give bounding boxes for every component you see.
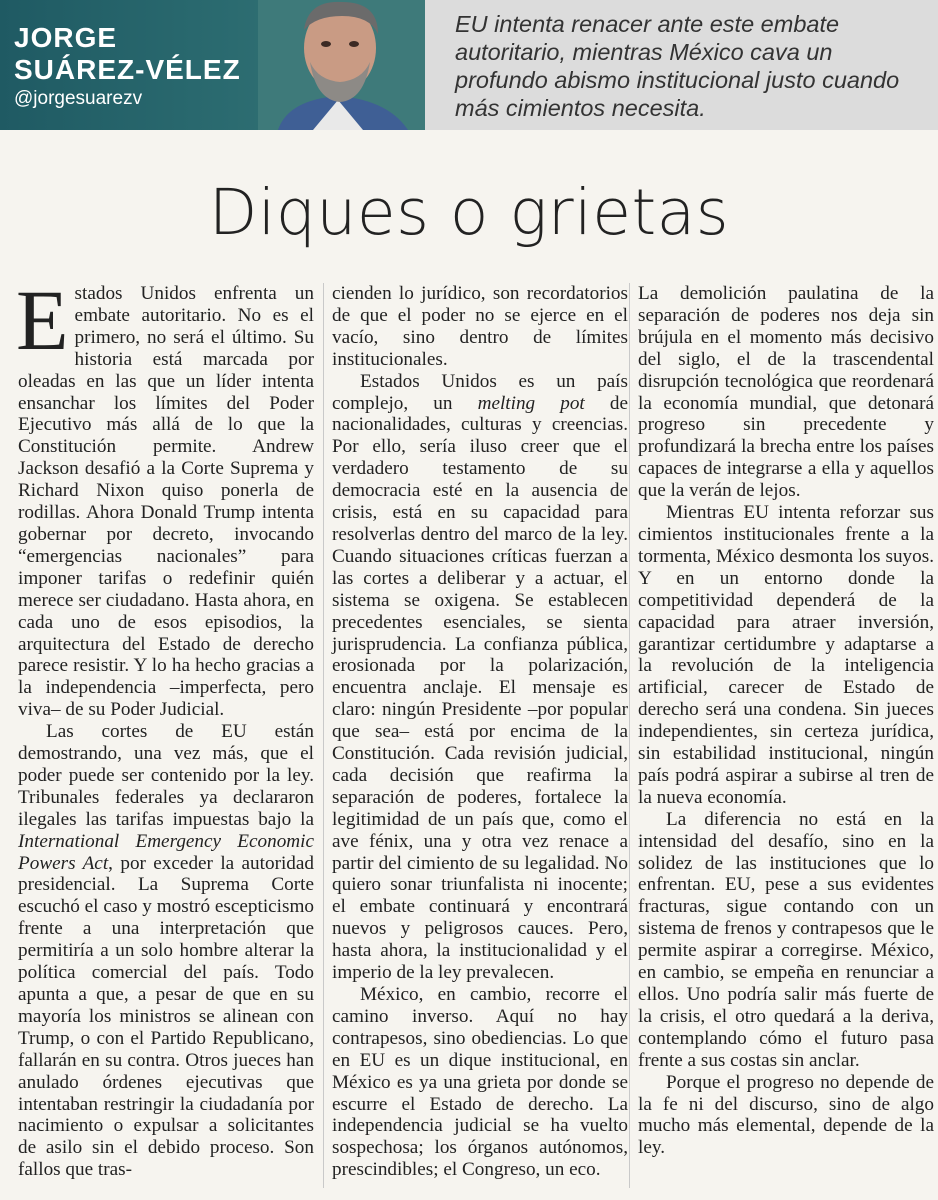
- column-2: [332, 283, 628, 1181]
- article-title: Diques o grietas: [208, 176, 730, 249]
- act-name: International Emergency Economic Powers Act: [18, 830, 314, 874]
- paragraph-2-text-a: Las cortes de EU están demostrando, una vez más, que el poder puede ser contenido por la ley. Tribunales federales ya declararon ilegales las tarifas impuestas bajo la: [18, 721, 314, 830]
- paragraph-3: [332, 371, 628, 984]
- paragraph-7: Porque el progreso no depende de la fe ni del discurso, sino de algo mucho más elemental, depende de la ley.: [638, 1071, 934, 1159]
- author-last-name: SUÁREZ-VÉLEZ: [14, 54, 241, 85]
- author-handle: @jorgesuarezv: [14, 88, 143, 109]
- paragraph-3-text-a: Estados Unidos es un país complejo, un: [332, 370, 628, 414]
- column-divider: [629, 283, 630, 1188]
- drop-cap: E: [16, 272, 69, 368]
- column-1: [16, 272, 314, 1181]
- melting-pot-term: melting pot: [477, 392, 585, 414]
- column-3: [638, 283, 934, 1159]
- paragraph-4-continued: La demolición paulatina de la separación de poderes nos deja sin brújula en el momento más decisivo del siglo, el de la trascendental disrupción tecnológica que reordenará la economía mundial, que detonará progreso sin precedente y profundizará la brecha entre los países capaces de integrarse a ella y aquellos que la verán de lejos.: [638, 283, 934, 502]
- lead-quote-block: [425, 0, 938, 130]
- paragraph-2-continued: cienden lo jurídico, son recordatorios de que el poder no se ejerce en el vacío, sino dentro de límites institucionales.: [332, 283, 628, 370]
- author-first-name: JORGE: [14, 22, 118, 53]
- article-body: [16, 272, 934, 1193]
- paragraph-1: [16, 272, 314, 721]
- paragraph-2: [18, 721, 314, 1181]
- author-portrait: [258, 0, 425, 130]
- author-block: [0, 0, 425, 130]
- author-name: [14, 22, 274, 86]
- author-portrait-image: [258, 0, 425, 130]
- paragraph-6: La diferencia no está en la intensidad del desafío, sino en la solidez de las instituciones que lo enfrentan. EU, pese a sus evidentes fracturas, sigue contando con un sistema de frenos y contrapesos que le permite aspirar a corregirse. México, en cambio, se empeña en renunciar a ellos. Uno podría salir más fuerte de la crisis, el otro quedará a la deriva, contemplando cómo el futuro pasa frente a sus costas sin anclar.: [638, 808, 934, 1071]
- paragraph-3-text-b: de nacionalidades, culturas y creencias. Por ello, sería iluso creer que el verdadero testamento de su democracia esté en la ausencia de crisis, está en su capacidad para resolverlas dentro del marco de la ley. Cuando situaciones críticas fuerzan a las cortes a deliberar y a actuar, el sistema se oxigena. Se establecen precedentes esenciales, se sienta jurisprudencia. La confianza pública, erosionada por la polarización, encuentra anclaje. El mensaje es claro: ningún Presidente –por popular que sea– está por encima de la Constitución. Cada revisión judicial, cada decisión que reafirma la separación de poderes, fortalece la legitimidad de un país que, como el ave fénix, una y otra vez renace a partir del cimiento de su legalidad. No quiero sonar triunfalista ni inocente; el embate continuará y encontrará nuevos y peligrosos cauces. Pero, hasta ahora, la institucionalidad y el imperio de la ley prevalecen.: [332, 392, 628, 984]
- column-header: [0, 0, 938, 130]
- paragraph-5: Mientras EU intenta reforzar sus cimientos institucionales frente a la tormenta, México desmonta los suyos. Y en un entorno donde la competitividad dependerá de la capacidad para atraer inversión, garantizar certidumbre y adaptarse a la revolución de la inteligencia artificial, carecer de Estado de derecho será una condena. Sin jueces independientes, sin certeza jurídica, sin estabilidad institucional, ningún país podrá aspirar a subirse al tren de la nueva economía.: [638, 502, 934, 808]
- column-divider: [323, 283, 324, 1188]
- paragraph-1-text: stados Unidos enfrenta un embate autoritario. No es el primero, no será el último. Su historia está marcada por oleadas en las que un líder intenta ensanchar los límites del Poder Ejecutivo más allá de lo que la Constitución permite. Andrew Jackson desafió a la Corte Suprema y Richard Nixon quiso ponerla de rodillas. Ahora Donald Trump intenta gobernar por decreto, invocando “emergencias nacionales” para imponer tarifas o redefinir quién merece ser ciudadano. Hasta ahora, en cada uno de esos episodios, la arquitectura del Estado de derecho parece resistir. Y lo ha hecho gracias a la independencia –imperfecta, pero viva– de su Poder Judicial.: [18, 283, 314, 721]
- lead-quote: EU intenta renacer ante este embate autoritario, mientras México cava un profundo abismo institucional justo cuando más cimientos necesita.: [455, 11, 900, 121]
- paragraph-4: México, en cambio, recorre el camino inverso. Aquí no hay contrapesos, sino obediencias. Lo que en EU es un dique institucional, en México es ya una grieta por donde se escurre el Estado de derecho. La independencia judicial se ha vuelto sospechosa; los órganos autónomos, prescindibles; el Congreso, un eco.: [332, 984, 628, 1181]
- paragraph-2-text-b: , por exceder la autoridad presidencial. La Suprema Corte escuchó el caso y mostró escepticismo frente a una interpretación que permitiría a un solo hombre alterar la política comercial del país. Todo apunta a que, a pesar de que en su mayoría los ministros se alinean con Trump, o con el Partido Republicano, fallarán en su contra. Otros jueces han anulado órdenes ejecutivas que intentaban restringir la ciudadanía por nacimiento o expulsar a solicitantes de asilo sin el debido proceso. Son fallos que tras-: [18, 852, 314, 1181]
